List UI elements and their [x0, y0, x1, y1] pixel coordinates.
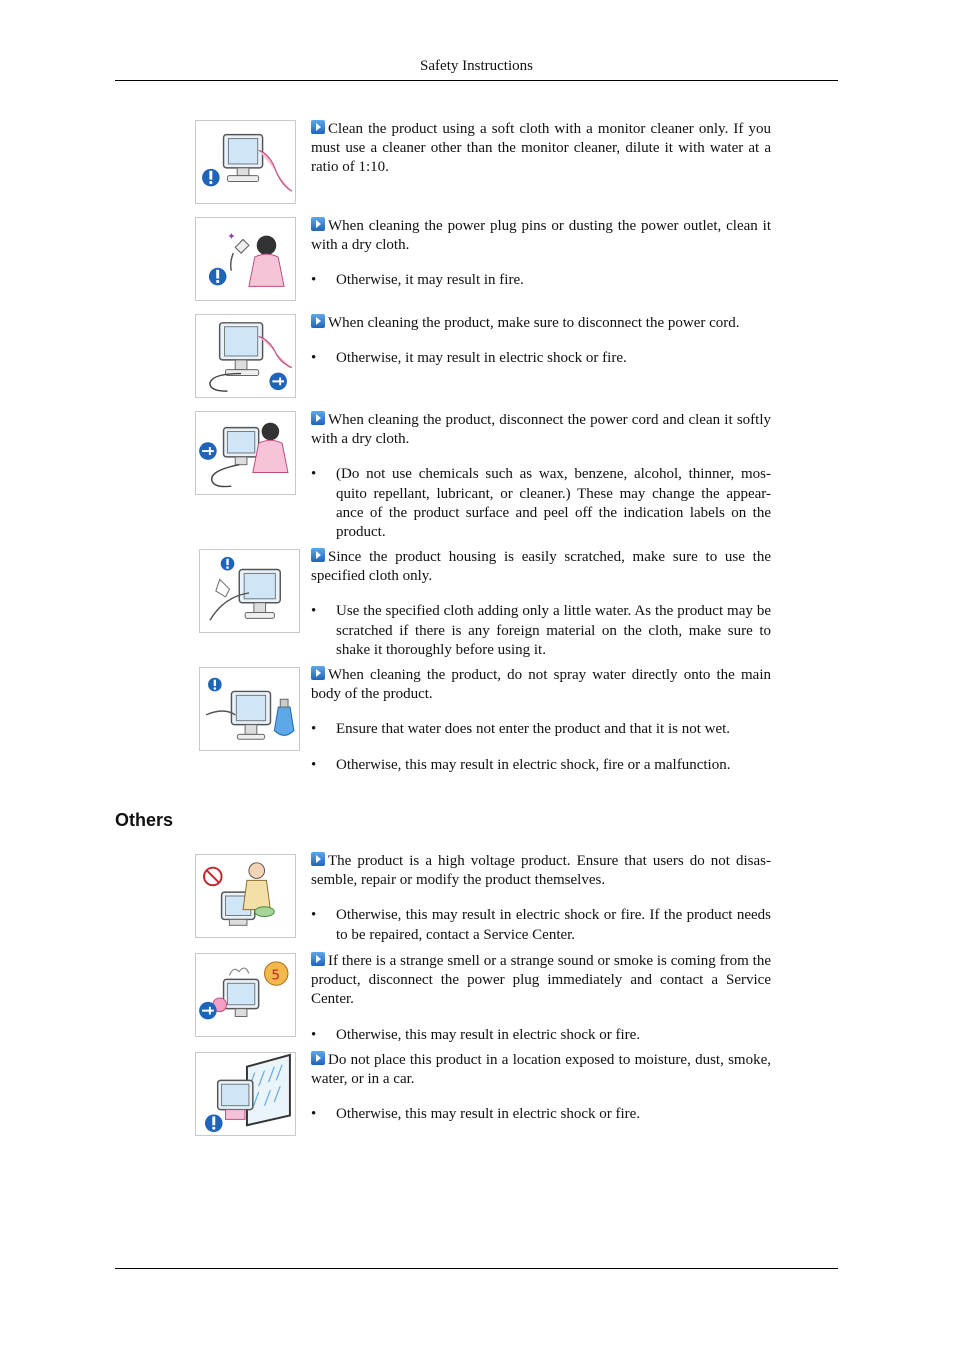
bullet-item: • Otherwise, this may result in electric shock or fire.: [311, 1026, 641, 1043]
instruction-main: If there is a strange smell or a strange sound or smoke is coming from the product, disconnect the power plug immediately and contact a Service Center.: [311, 953, 771, 1008]
instruction-main: Since the product housing is easily scratched, make sure to use the specified cloth only.: [311, 549, 771, 585]
instruction-main: Clean the product using a soft cloth with a monitor cleaner only. If you must use a cleaner other than the monitor cleaner, dilute it with water at a ratio of 1:10.: [311, 121, 771, 176]
instruction-text: [311, 1051, 771, 1125]
bullet-item: • Otherwise, this may result in electric shock, fire or a malfunction.: [311, 756, 731, 773]
arrow-marker-icon: [311, 548, 325, 562]
bullet-item: • Otherwise, this may result in electric shock or fire. If the product needs to be repaired, contact a Service Center.: [311, 907, 771, 943]
instruction-main: Do not place this product in a location exposed to moisture, dust, smoke, water, or in a car.: [311, 1052, 771, 1088]
instruction-text: [311, 952, 771, 1045]
section-title: Others: [115, 810, 174, 830]
page-header: Safety Instructions: [420, 58, 533, 74]
instruction-text: [311, 411, 771, 542]
plug-cleaning-icon: [195, 217, 296, 301]
no-spray-icon: [199, 667, 300, 751]
bullet-item: • Ensure that water does not enter the product and that it is not wet.: [311, 721, 731, 738]
arrow-marker-icon: [311, 314, 325, 328]
arrow-marker-icon: [311, 852, 325, 866]
instruction-main: When cleaning the power plug pins or dusting the power outlet, clean it with a dry cloth.: [311, 218, 771, 254]
arrow-marker-icon: [311, 952, 325, 966]
specified-cloth-icon: [199, 549, 300, 633]
instruction-text: [311, 120, 771, 178]
instruction-text: [311, 666, 771, 775]
instruction-main: When cleaning the product, make sure to disconnect the power cord.: [328, 315, 740, 331]
arrow-marker-icon: [311, 1051, 325, 1065]
disconnect-cord-icon: [195, 314, 296, 398]
footer-rule: [115, 1268, 838, 1269]
moisture-icon: [195, 1052, 296, 1136]
arrow-marker-icon: [311, 217, 325, 231]
bullet-item: • Otherwise, this may result in electric shock or fire.: [311, 1106, 641, 1123]
bullet-item: • Otherwise, it may result in electric shock or fire.: [311, 350, 627, 367]
instruction-text: [311, 314, 771, 368]
arrow-marker-icon: [311, 411, 325, 425]
bullet-item: • (Do not use chemicals such as wax, benzene, alcohol, thinner, mos-quito repellant, lubricant, or cleaner.) These may change the appear-ance of the product surface and peel off the indication labels on the product.: [311, 466, 771, 541]
arrow-marker-icon: [311, 666, 325, 680]
instruction-main: The product is a high voltage product. Ensure that users do not disas-semble, repair or modify the product themselves.: [311, 853, 771, 889]
arrow-marker-icon: [311, 120, 325, 134]
instruction-text: [311, 548, 771, 660]
monitor-cleaning-icon: [195, 120, 296, 204]
svg-text:5: 5: [271, 967, 281, 984]
no-disassemble-icon: [195, 854, 296, 938]
instruction-text: [311, 217, 771, 291]
header-rule: [115, 80, 838, 81]
instruction-main: When cleaning the product, disconnect the power cord and clean it softly with a dry cloth.: [311, 412, 771, 448]
svg-text:✦: ✦: [227, 231, 236, 243]
smoke-smell-icon: [195, 953, 296, 1037]
bullet-item: • Otherwise, it may result in fire.: [311, 272, 524, 289]
instruction-text: [311, 852, 771, 945]
dry-cloth-icon: [195, 411, 296, 495]
bullet-item: • Use the specified cloth adding only a little water. As the product may be scratched if there is any foreign material on the cloth, make sure to shake it thoroughly before using it.: [311, 603, 771, 658]
instruction-main: When cleaning the product, do not spray water directly onto the main body of the product.: [311, 667, 771, 703]
